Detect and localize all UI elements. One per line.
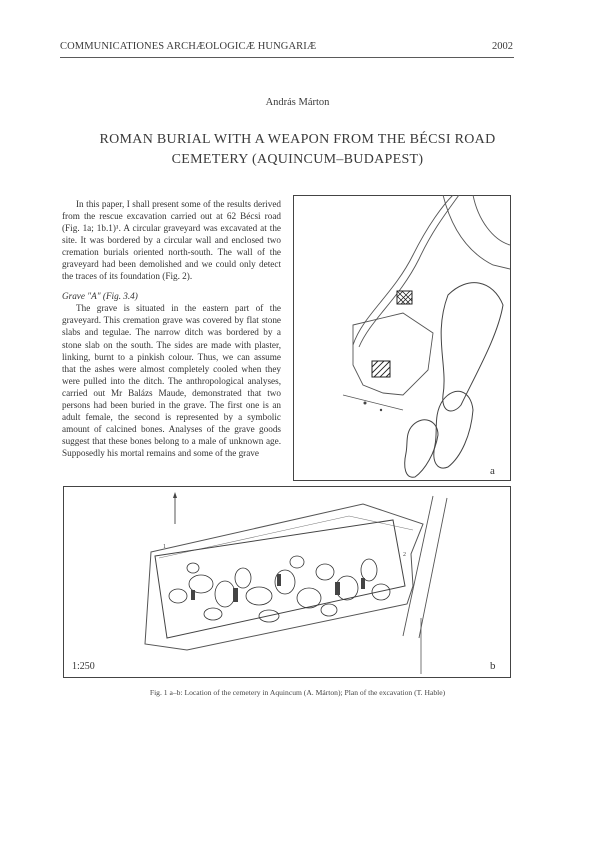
author: András Márton xyxy=(265,97,330,108)
body-column xyxy=(62,198,281,459)
article-title xyxy=(60,130,535,170)
plan-marker: 1 xyxy=(163,544,166,550)
site-marker-lower xyxy=(372,361,390,377)
figure-1a-map xyxy=(293,195,511,481)
section-heading: Grave "A" (Fig. 3.4) xyxy=(62,291,138,302)
site-marker-upper xyxy=(397,291,412,304)
figure-1b-plan xyxy=(63,486,511,678)
figure-label-a: a xyxy=(490,465,495,477)
page-year: 2002 xyxy=(492,41,513,52)
plan-marker: 2 xyxy=(403,552,406,558)
scale-label: 1:250 xyxy=(72,661,95,672)
title-line-1: ROMAN BURIAL WITH A WEAPON FROM THE BÉCSI ROAD xyxy=(99,132,496,147)
title-line-2: CEMETERY (AQUINCUM–BUDAPEST) xyxy=(171,152,424,167)
figure-caption: Fig. 1 a–b: Location of the cemetery in Aquincum (A. Márton); Plan of the excavation (T. Hable) xyxy=(149,688,446,697)
header-rule xyxy=(60,57,514,58)
paragraph-1: In this paper, I shall present some of the results derived from the rescue excavation carried out at 62 Bécsi road (Fig. 1a; 1b.1)¹. A circular graveyard was excavated at the site. It was bordered by a circular wall and enclosed two cremation burials oriented north-south. The wall of the graveyard had been demolished and we could only detect the traces of its foundation (Fig. 2). xyxy=(62,199,281,282)
figure-label-b: b xyxy=(490,660,496,672)
paragraph-2: The grave is situated in the eastern part of the graveyard. This cremation grave was covered by flat stone slabs and tegulae. The narrow ditch was bordered by a stone slab on the south. The sides are made with plaster, linking, burnt to a pinkish colour. Thus, we can assume that the ashes were almost completely cooled when they were pulled into the ditch. The anthropological analyses, carried out Mr Balázs Maude, demonstrated that two persons had been buried in the grave. The first one is an adult female, the second is represented by a symbolic amount of calcined bones. Analyses of the grave goods suggest that these bones belong to a male of unknown age. Supposedly his mortal remains and some of the grave xyxy=(62,303,281,458)
running-head: COMMUNICATIONES ARCHÆOLOGICÆ HUNGARIÆ xyxy=(60,41,317,52)
